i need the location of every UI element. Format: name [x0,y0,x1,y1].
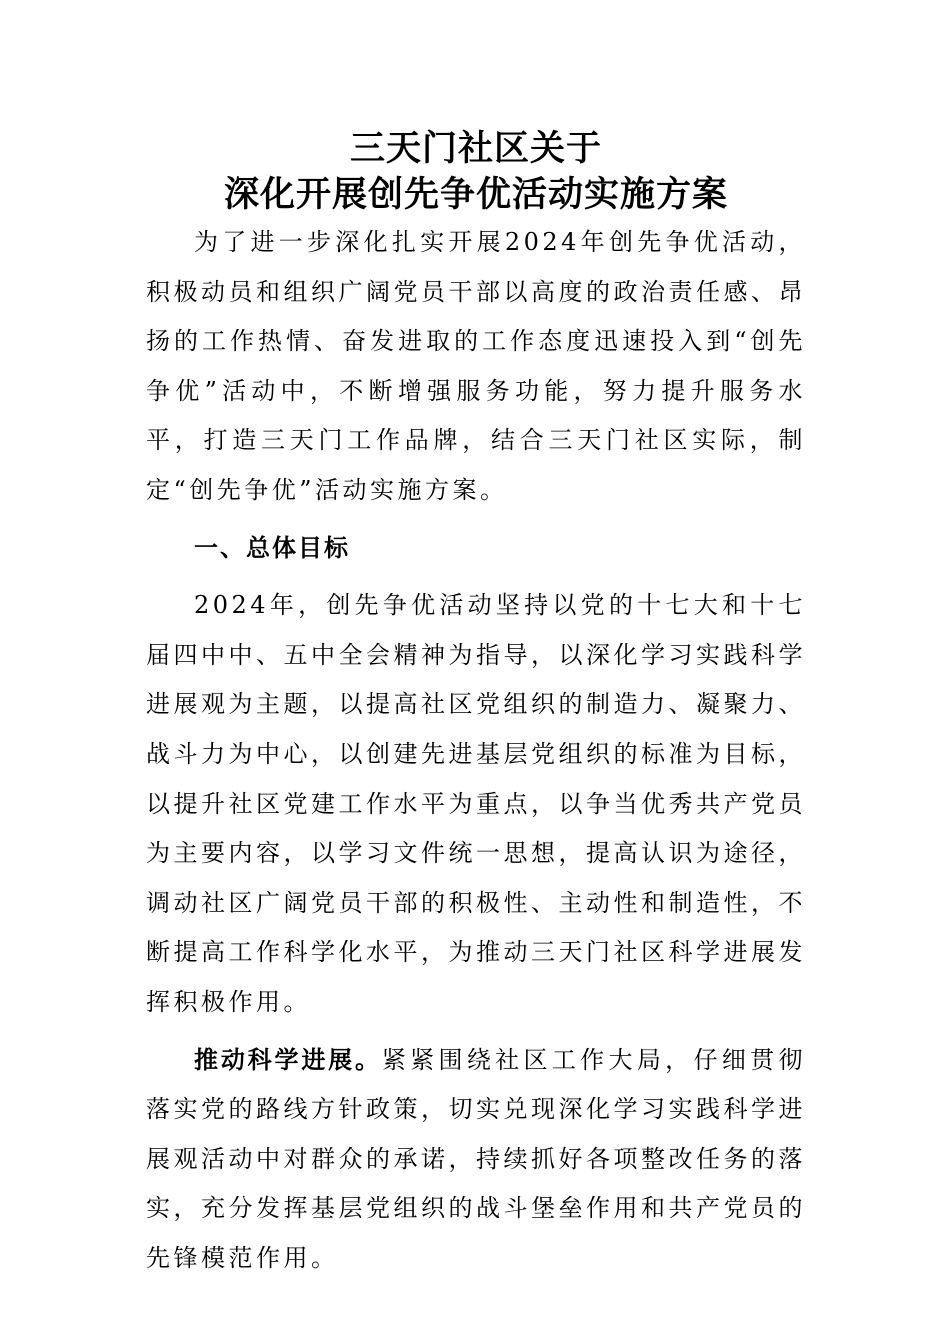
point-body-text: 紧紧围绕社区工作大局，仔细贯彻落实党的路线方针政策，切实兑现深化学习实践科学进展观活动中对群众的承诺，持续抓好各项整改任务的落实，充分发挥基层党组织的战斗堡垒作用和共产党员的先锋模范作用。 [146,1045,807,1272]
point-promote-development-paragraph [146,1036,806,1284]
point-lead-text: 推动科学进展。 [194,1045,382,1074]
section-heading-overall-goal: 一、总体目标 [194,533,350,562]
overall-goal-paragraph: 2024年，创先争优活动坚持以党的十七大和十七届四中中、五中全会精神为指导，以深化学习实践科学进展观为主题，以提高社区党组织的制造力、凝聚力、战斗力为中心，以创建先进基层党组织的标准为目标，以提升社区党建工作水平为重点，以争当优秀共产党员为主要内容，以学习文件统一思想，提高认识为途径，调动社区广阔党员干部的积极性、主动性和制造性，不断提高工作科学化水平，为推动三天门社区科学进展发挥积极作用。 [146,591,806,1016]
title-line-1: 三天门社区关于 [349,128,602,169]
intro-paragraph: 为了进一步深化扎实开展2024年创先争优活动，积极动员和组织广阔党员干部以高度的政治责任感、昂扬的工作热情、奋发进取的工作态度迅速投入到“创先争优”活动中，不断增强服务功能，努力提升服务水平，打造三天门工作品牌，结合三天门社区实际，制定“创先争优”活动实施方案。 [146,228,806,504]
document-page [146,126,806,1283]
title-line-2: 深化开展创先争优活动实施方案 [223,174,728,215]
document-title [146,126,806,218]
